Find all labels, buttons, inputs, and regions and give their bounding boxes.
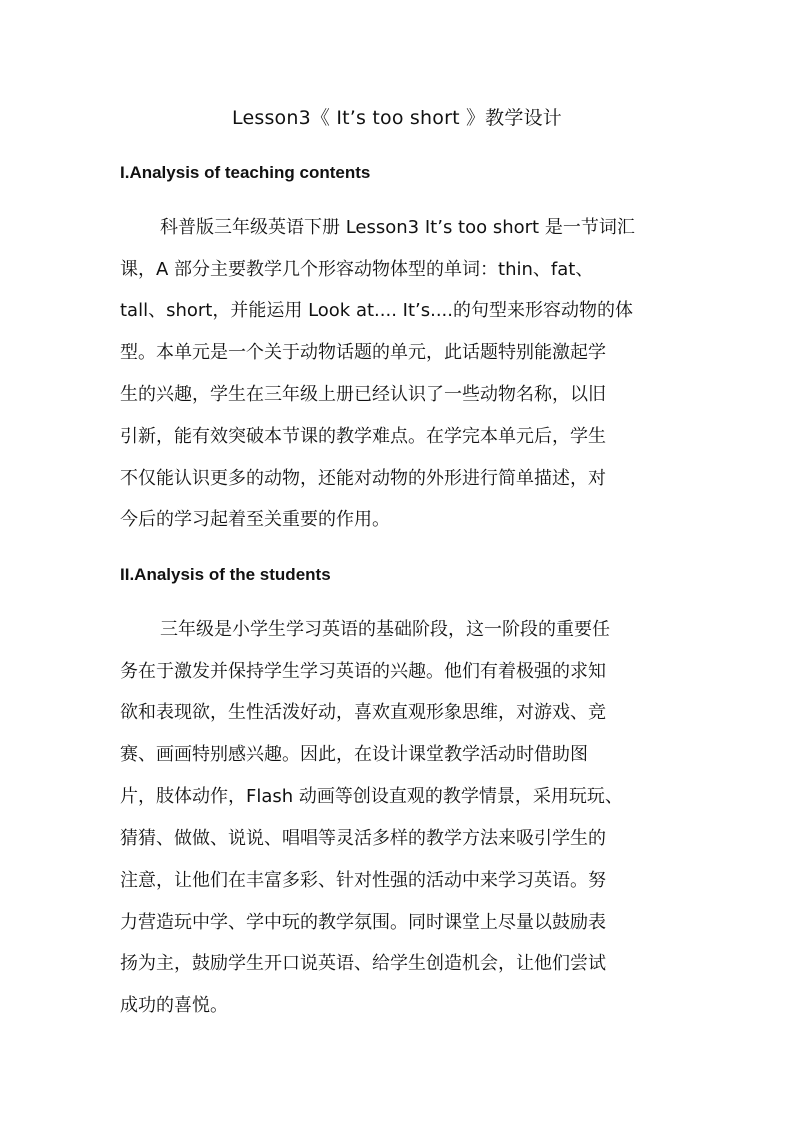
paragraph-line: 三年级是小学生学习英语的基础阶段，这一阶段的重要任 [160,619,610,640]
paragraph-line: 赛、画画特别感兴趣。因此，在设计课堂教学活动时借助图 [120,744,588,765]
paragraph-line: 注意，让他们在丰富多彩、针对性强的活动中来学习英语。努 [120,870,606,891]
paragraph-line: 科普版三年级英语下册 Lesson3 It’s too short 是一节词汇 [160,217,635,238]
paragraph-line: tall、short，并能运用 Look at.... It’s....的句型来形容动物的体 [120,300,633,321]
section-heading-students: II.Analysis of the students [120,565,331,584]
paragraph-line: 不仅能认识更多的动物，还能对动物的外形进行简单描述，对 [120,468,606,489]
paragraph-line: 引新，能有效突破本节课的教学难点。在学完本单元后，学生 [120,426,606,447]
paragraph-line: 务在于激发并保持学生学习英语的兴趣。他们有着极强的求知 [120,661,606,682]
paragraph-line: 课，A 部分主要教学几个形容动物体型的单词：thin、fat、 [120,259,594,280]
paragraph-line: 成功的喜悦。 [120,995,228,1016]
paragraph-line: 生的兴趣，学生在三年级上册已经认识了一些动物名称，以旧 [120,384,606,405]
section-heading-teaching-contents: I.Analysis of teaching contents [120,163,371,182]
paragraph-line: 力营造玩中学、学中玩的教学氛围。同时课堂上尽量以鼓励表 [120,912,606,933]
paragraph-line: 型。本单元是一个关于动物话题的单元，此话题特别能激起学 [120,342,606,363]
paragraph-line: 欲和表现欲，生性活泼好动，喜欢直观形象思维，对游戏、竞 [120,702,606,723]
paragraph-line: 猜猜、做做、说说、唱唱等灵活多样的教学方法来吸引学生的 [120,828,606,849]
paragraph-line: 扬为主，鼓励学生开口说英语、给学生创造机会，让他们尝试 [120,953,606,974]
paragraph-line: 片，肢体动作，Flash 动画等创设直观的教学情景，采用玩玩、 [120,786,623,807]
paragraph-line: 今后的学习起着至关重要的作用。 [120,509,390,530]
document-title: Lesson3《 It’s too short 》教学设计 [232,107,562,129]
